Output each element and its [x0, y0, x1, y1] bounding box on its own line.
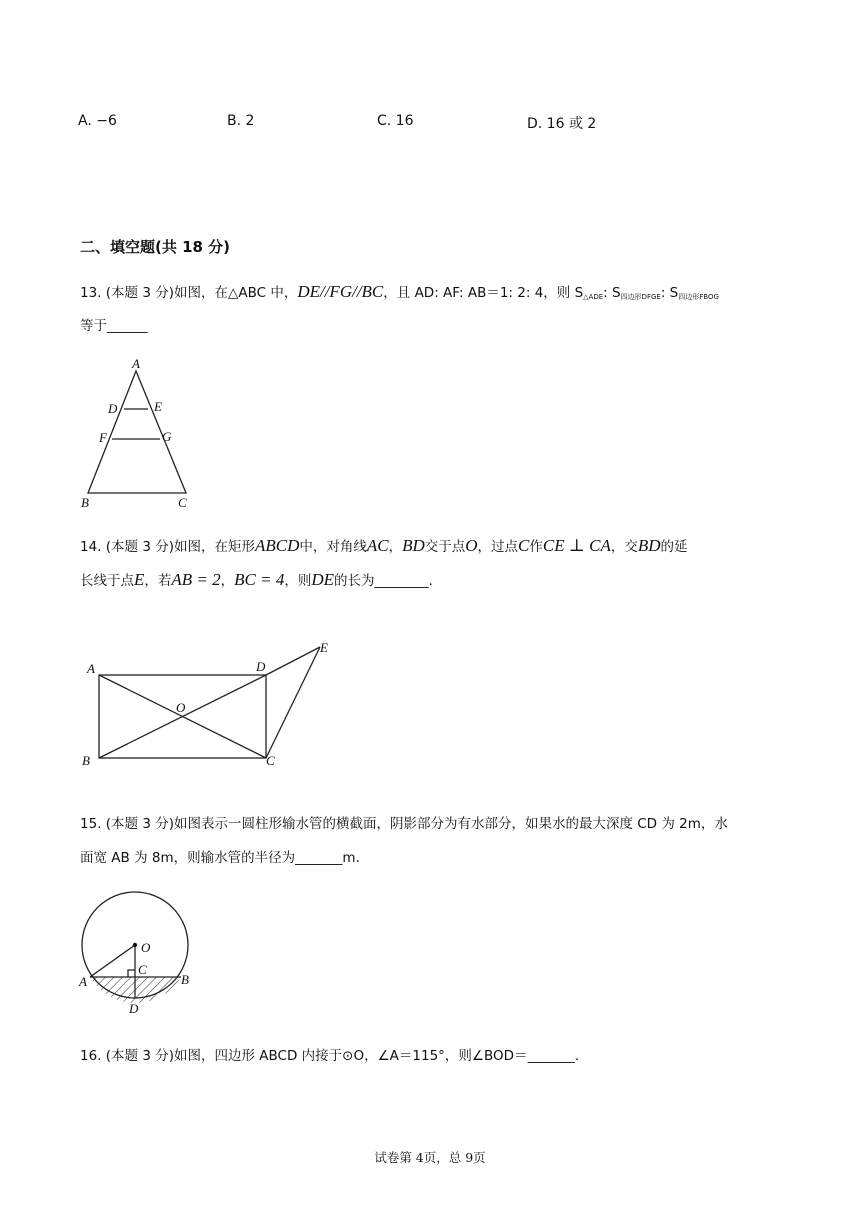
option-b: B. 2 — [227, 113, 255, 129]
label-b: B — [82, 753, 90, 768]
label-c: C — [138, 962, 147, 977]
label-b: B — [81, 495, 89, 510]
question-14-line-2: 长线于点E，若AB = 2，BC = 4，则DE的长为________. — [80, 570, 433, 589]
question-13-line-2: 等于______ — [80, 318, 148, 334]
label-g: G — [162, 429, 172, 444]
page-footer: 试卷第 4页，总 9页 — [374, 1150, 486, 1165]
option-c: C. 16 — [377, 113, 414, 129]
segment-ce — [266, 647, 320, 758]
figure-triangle-abc — [70, 355, 210, 515]
option-a: A. −6 — [78, 113, 117, 129]
question-15-line-2: 面宽 AB 为 8m，则输水管的半径为_______m. — [80, 850, 360, 866]
option-d: D. 16 或 2 — [527, 116, 597, 132]
figure-rectangle-abcd — [70, 630, 360, 780]
label-c: C — [266, 753, 275, 768]
label-a: A — [132, 356, 140, 371]
right-angle-mark — [128, 970, 135, 977]
question-15-line-1: 15. (本题 3 分)如图表示一圆柱形输水管的横截面，阴影部分为有水部分，如果水的最大深度 CD 为 2m，水 — [80, 816, 728, 832]
label-c: C — [178, 495, 187, 510]
label-d: D — [256, 659, 266, 674]
question-16-line-1: 16. (本题 3 分)如图，四边形 ABCD 内接于⊙O，∠A＝115°，则∠BOD＝_______. — [80, 1048, 580, 1064]
label-b: B — [181, 972, 189, 987]
center-point — [133, 943, 137, 947]
figure-pipe-cross-section — [70, 885, 210, 1025]
label-o: O — [141, 940, 151, 955]
label-d: D — [108, 401, 118, 416]
question-13-line-1: 13. (本题 3 分)如图，在△ABC 中，DE//FG//BC，且 AD: AF: AB＝1: 2: 4，则 $S_{\triangle ADE}$: $S_{四边形DFGE}$: $S_{四边形FBOG}$ — [80, 282, 719, 301]
section-title: 二、填空题(共 18 分) — [80, 238, 231, 256]
label-e: E — [154, 399, 162, 414]
label-d: D — [129, 1001, 139, 1016]
label-a: A — [79, 974, 87, 989]
label-a: A — [87, 661, 95, 676]
label-e: E — [320, 640, 328, 655]
segment-de — [266, 647, 320, 675]
question-14-line-1: 14. (本题 3 分)如图，在矩形ABCD中，对角线AC，BD交于点O，过点C作CE ⊥ CA，交BD的延 — [80, 536, 688, 555]
label-f: F — [99, 430, 107, 445]
label-o: O — [176, 700, 186, 715]
